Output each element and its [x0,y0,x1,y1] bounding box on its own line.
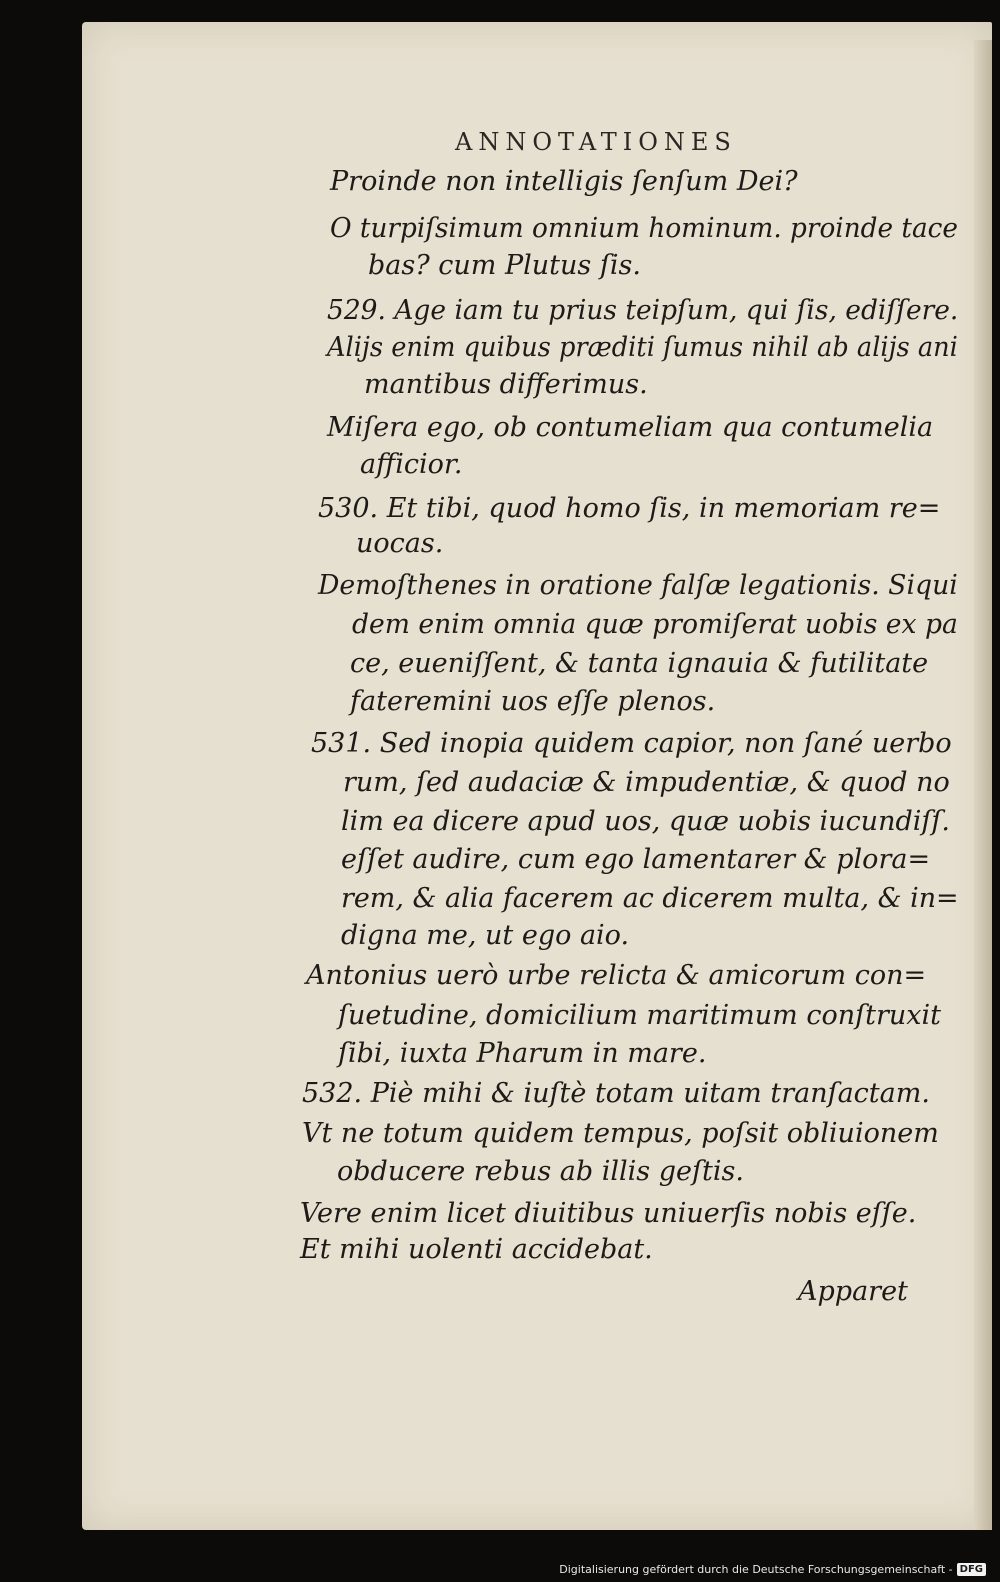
digitization-credit [559,1563,986,1576]
text-line: 529. Age iam tu prius teipſum, qui ſis, ediſſere. [327,295,959,326]
text-line: rum, ſed audaciæ & impudentiæ, & quod no [343,767,950,798]
text-line: dem enim omnia quæ promiſerat uobis ex pa [352,609,958,640]
text-line: afficior. [360,449,463,480]
text-line: Proinde non intelligis ſenſum Dei? [330,166,798,197]
catchword: Apparet [798,1276,908,1307]
text-line: mantibus differimus. [364,369,648,400]
text-line: Et mihi uolenti accidebat. [300,1234,653,1265]
text-line: Vt ne totum quidem tempus, poſsit obliuionem [302,1118,939,1149]
text-line: Vere enim licet diuitibus uniuerſis nobis eſſe. [300,1198,917,1229]
text-line: bas? cum Plutus ſis. [368,250,641,281]
text-line: Alijs enim quibus præditi ſumus nihil ab alijs ani [327,332,958,363]
text-line: O turpiſsimum omnium hominum. proinde tace [330,213,958,244]
footer-text: Digitalisierung gefördert durch die Deutsche Forschungsgemeinschaft - [559,1563,953,1576]
running-head: ANNOTATIONES [455,128,737,156]
text-line: ſuetudine, domicilium maritimum conſtruxit [338,1000,941,1031]
text-line: 531. Sed inopia quidem capior, non ſané uerbo [311,728,952,759]
text-line: ce, eueniſſent, & tanta ignauia & futilitate [350,648,929,679]
text-line: eſſet audire, cum ego lamentarer & plora= [341,844,931,875]
page-edge [974,40,992,1530]
text-line: digna me, ut ego aio. [341,920,630,951]
text-line: fateremini uos eſſe plenos. [350,686,716,717]
text-line: Miſera ego, ob contumeliam qua contumelia [327,412,934,443]
text-line: uocas. [356,528,444,559]
text-line: 530. Et tibi, quod homo ſis, in memoriam re= [318,493,941,524]
text-line: Demoſthenes in oratione falſæ legationis. Siqui [318,570,958,601]
text-line: obducere rebus ab illis geſtis. [337,1156,744,1187]
text-line: ſibi, iuxta Pharum in mare. [338,1038,707,1069]
text-line: 532. Piè mihi & iuſtè totam uitam tranſactam. [302,1078,930,1109]
text-line: Antonius uerò urbe relicta & amicorum con= [306,960,927,991]
text-line: rem, & alia facerem ac dicerem multa, & in= [341,883,959,914]
dfg-logo-icon: DFG [957,1563,986,1576]
text-line: lim ea dicere apud uos, quæ uobis iucundiſſ. [341,806,950,837]
